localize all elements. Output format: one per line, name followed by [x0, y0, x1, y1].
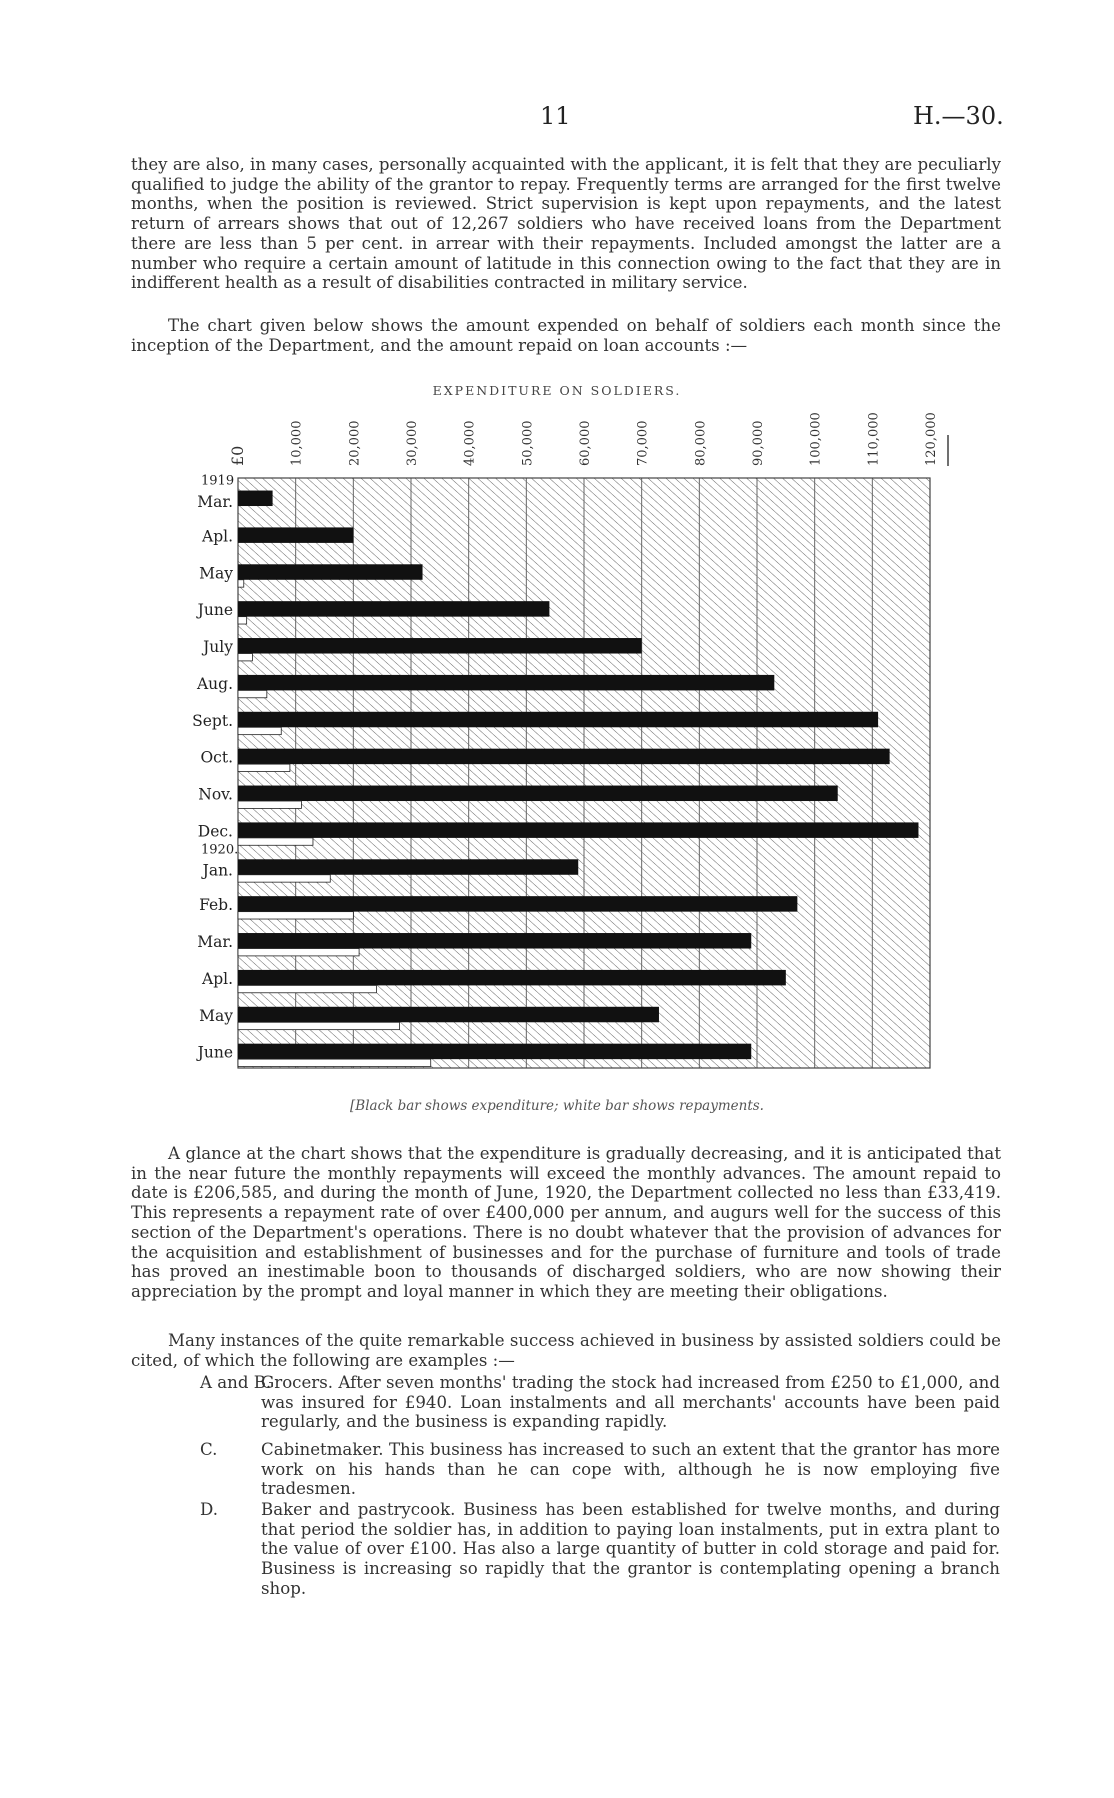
repayment-bar [238, 727, 281, 734]
x-tick-label: 120,000 [924, 412, 939, 466]
expenditure-bar [238, 933, 751, 948]
category-month-label: Aug. [196, 674, 233, 693]
repayment-bar [238, 801, 301, 808]
x-tick-label: 40,000 [462, 420, 478, 466]
repayment-bar [238, 985, 376, 992]
repayment-bar [238, 875, 330, 882]
repayment-bar [238, 912, 353, 919]
example-label: A and B. [200, 1373, 272, 1392]
repayment-bar [238, 690, 267, 697]
category-month-label: Apl. [202, 527, 233, 546]
repayment-bar [238, 1022, 399, 1029]
category-month-label: Feb. [199, 896, 233, 915]
category-month-label: June [197, 1043, 233, 1062]
category-year-label: 1920. [201, 842, 239, 858]
category-month-label: Mar. [197, 492, 233, 511]
category-month-label: Sept. [192, 711, 233, 730]
paragraph-repayment-rate: A glance at the chart shows that the expenditure is gradually decreasing, and it is anticipated that in the near future the monthly repayments will exceed the monthly advances. The amount repaid to date is £206,585, and during the month of June, 1920, the Department collected no less than £33,419. This represents a repayment rate of over £400,000 per annum, and augurs well for the success of this section of the Department's operations. There is no doubt whatever that the provision of advances for the acquisition and establishment of businesses and for the purchase of furniture and tools of trade has proved an inestimable boon to thousands of discharged soldiers, who are now showing their appreciation by the prompt and loyal manner in which they are meeting their obligations. [131, 1144, 1001, 1301]
repayment-bar [238, 654, 252, 661]
repayment-bar [238, 580, 244, 587]
example-text: Cabinetmaker. This business has increased to such an extent that the grantor has more work on his hands than he can cope with, although he is now employing five tradesmen. [261, 1440, 1000, 1499]
category-month-label: Oct. [200, 748, 233, 767]
x-tick-label: 60,000 [578, 420, 593, 466]
expenditure-bar [238, 859, 578, 874]
page-number: 11 [540, 102, 571, 130]
x-tick-label: 50,000 [520, 420, 536, 466]
x-tick-label: 70,000 [635, 420, 651, 466]
example-label: D. [200, 1500, 218, 1519]
x-tick-label: £0 [228, 445, 247, 466]
expenditure-bar [238, 638, 642, 653]
category-year-label: 1919 [201, 473, 235, 489]
x-tick-label: 110,000 [866, 412, 882, 466]
category-month-label: Dec. [197, 822, 233, 841]
chart-caption: [Black bar shows expenditure; white bar shows repayments. [350, 1098, 764, 1114]
expenditure-bar [238, 675, 774, 690]
x-tick-label: 10,000 [289, 420, 305, 466]
page-reference: H.—30. [913, 102, 1004, 130]
category-month-label: Nov. [198, 785, 233, 804]
expenditure-bar [238, 786, 838, 801]
example-item-c [200, 1440, 1000, 1499]
expenditure-bar [238, 749, 890, 764]
expenditure-bar [238, 601, 549, 616]
x-tick-label: 30,000 [405, 420, 420, 466]
chart-title: EXPENDITURE ON SOLDIERS. [432, 383, 682, 398]
repayment-bar [238, 838, 313, 845]
expenditure-bar [238, 970, 786, 985]
expenditure-bar [238, 1044, 751, 1059]
example-item-d [200, 1500, 1000, 1599]
paragraph-examples-intro: Many instances of the quite remarkable success achieved in business by assisted soldiers could be cited, of which the following are examples :— [131, 1331, 1001, 1370]
x-tick-label: 100,000 [808, 412, 824, 466]
expenditure-bar [238, 1007, 659, 1022]
example-item-a-and-b [200, 1373, 1000, 1432]
category-month-label: July [203, 638, 233, 657]
category-month-label: Jan. [202, 861, 233, 880]
x-tick-label: 80,000 [693, 420, 709, 466]
repayment-bar [238, 949, 359, 956]
example-label: C. [200, 1440, 218, 1459]
expenditure-bar [238, 712, 878, 727]
x-tick-label: 90,000 [751, 420, 766, 466]
category-month-label: May [199, 1006, 233, 1025]
paragraph-chart-intro: The chart given below shows the amount expended on behalf of soldiers each month since the inception of the Department, and the amount repaid on loan accounts :— [131, 316, 1001, 355]
paragraph-arrears: they are also, in many cases, personally acquainted with the applicant, it is felt that they are peculiarly qualified to judge the ability of the grantor to repay. Frequently terms are arranged for the first twelve months, when the position is reviewed. Strict supervision is kept upon repayments, and the latest return of arrears shows that out of 12,267 soldiers who have received loans from the Department there are less than 5 per cent. in arrear with their repayments. Included amongst the latter are a number who require a certain amount of latitude in this connection owing to the fact that they are in indifferent health as a result of disabilities contracted in military service. [131, 155, 1001, 293]
expenditure-bar [238, 822, 918, 837]
category-month-label: June [197, 601, 233, 620]
x-tick-label: 20,000 [347, 420, 363, 466]
category-month-label: May [199, 564, 233, 583]
expenditure-bar [238, 527, 353, 542]
repayment-bar [238, 617, 247, 624]
expenditure-bar [238, 896, 797, 911]
repayment-bar [238, 764, 290, 771]
category-month-label: Apl. [202, 969, 233, 988]
example-text: Grocers. After seven months' trading the stock had increased from £250 to £1,000, and was insured for £940. Loan instalments and all merchants' accounts have been paid regularly, and the business is expanding rapidly. [261, 1373, 1000, 1432]
expenditure-bar [238, 491, 273, 506]
expenditure-bar [238, 564, 423, 579]
category-month-label: Mar. [197, 933, 233, 952]
repayment-bar [238, 1059, 431, 1066]
example-text: Baker and pastrycook. Business has been established for twelve months, and during that period the soldier has, in addition to paying loan instalments, put in extra plant to the value of over £100. Has also a large quantity of butter in cold storage and paid for. Business is increasing so rapidly that the grantor is contemplating opening a branch shop. [261, 1500, 1000, 1598]
